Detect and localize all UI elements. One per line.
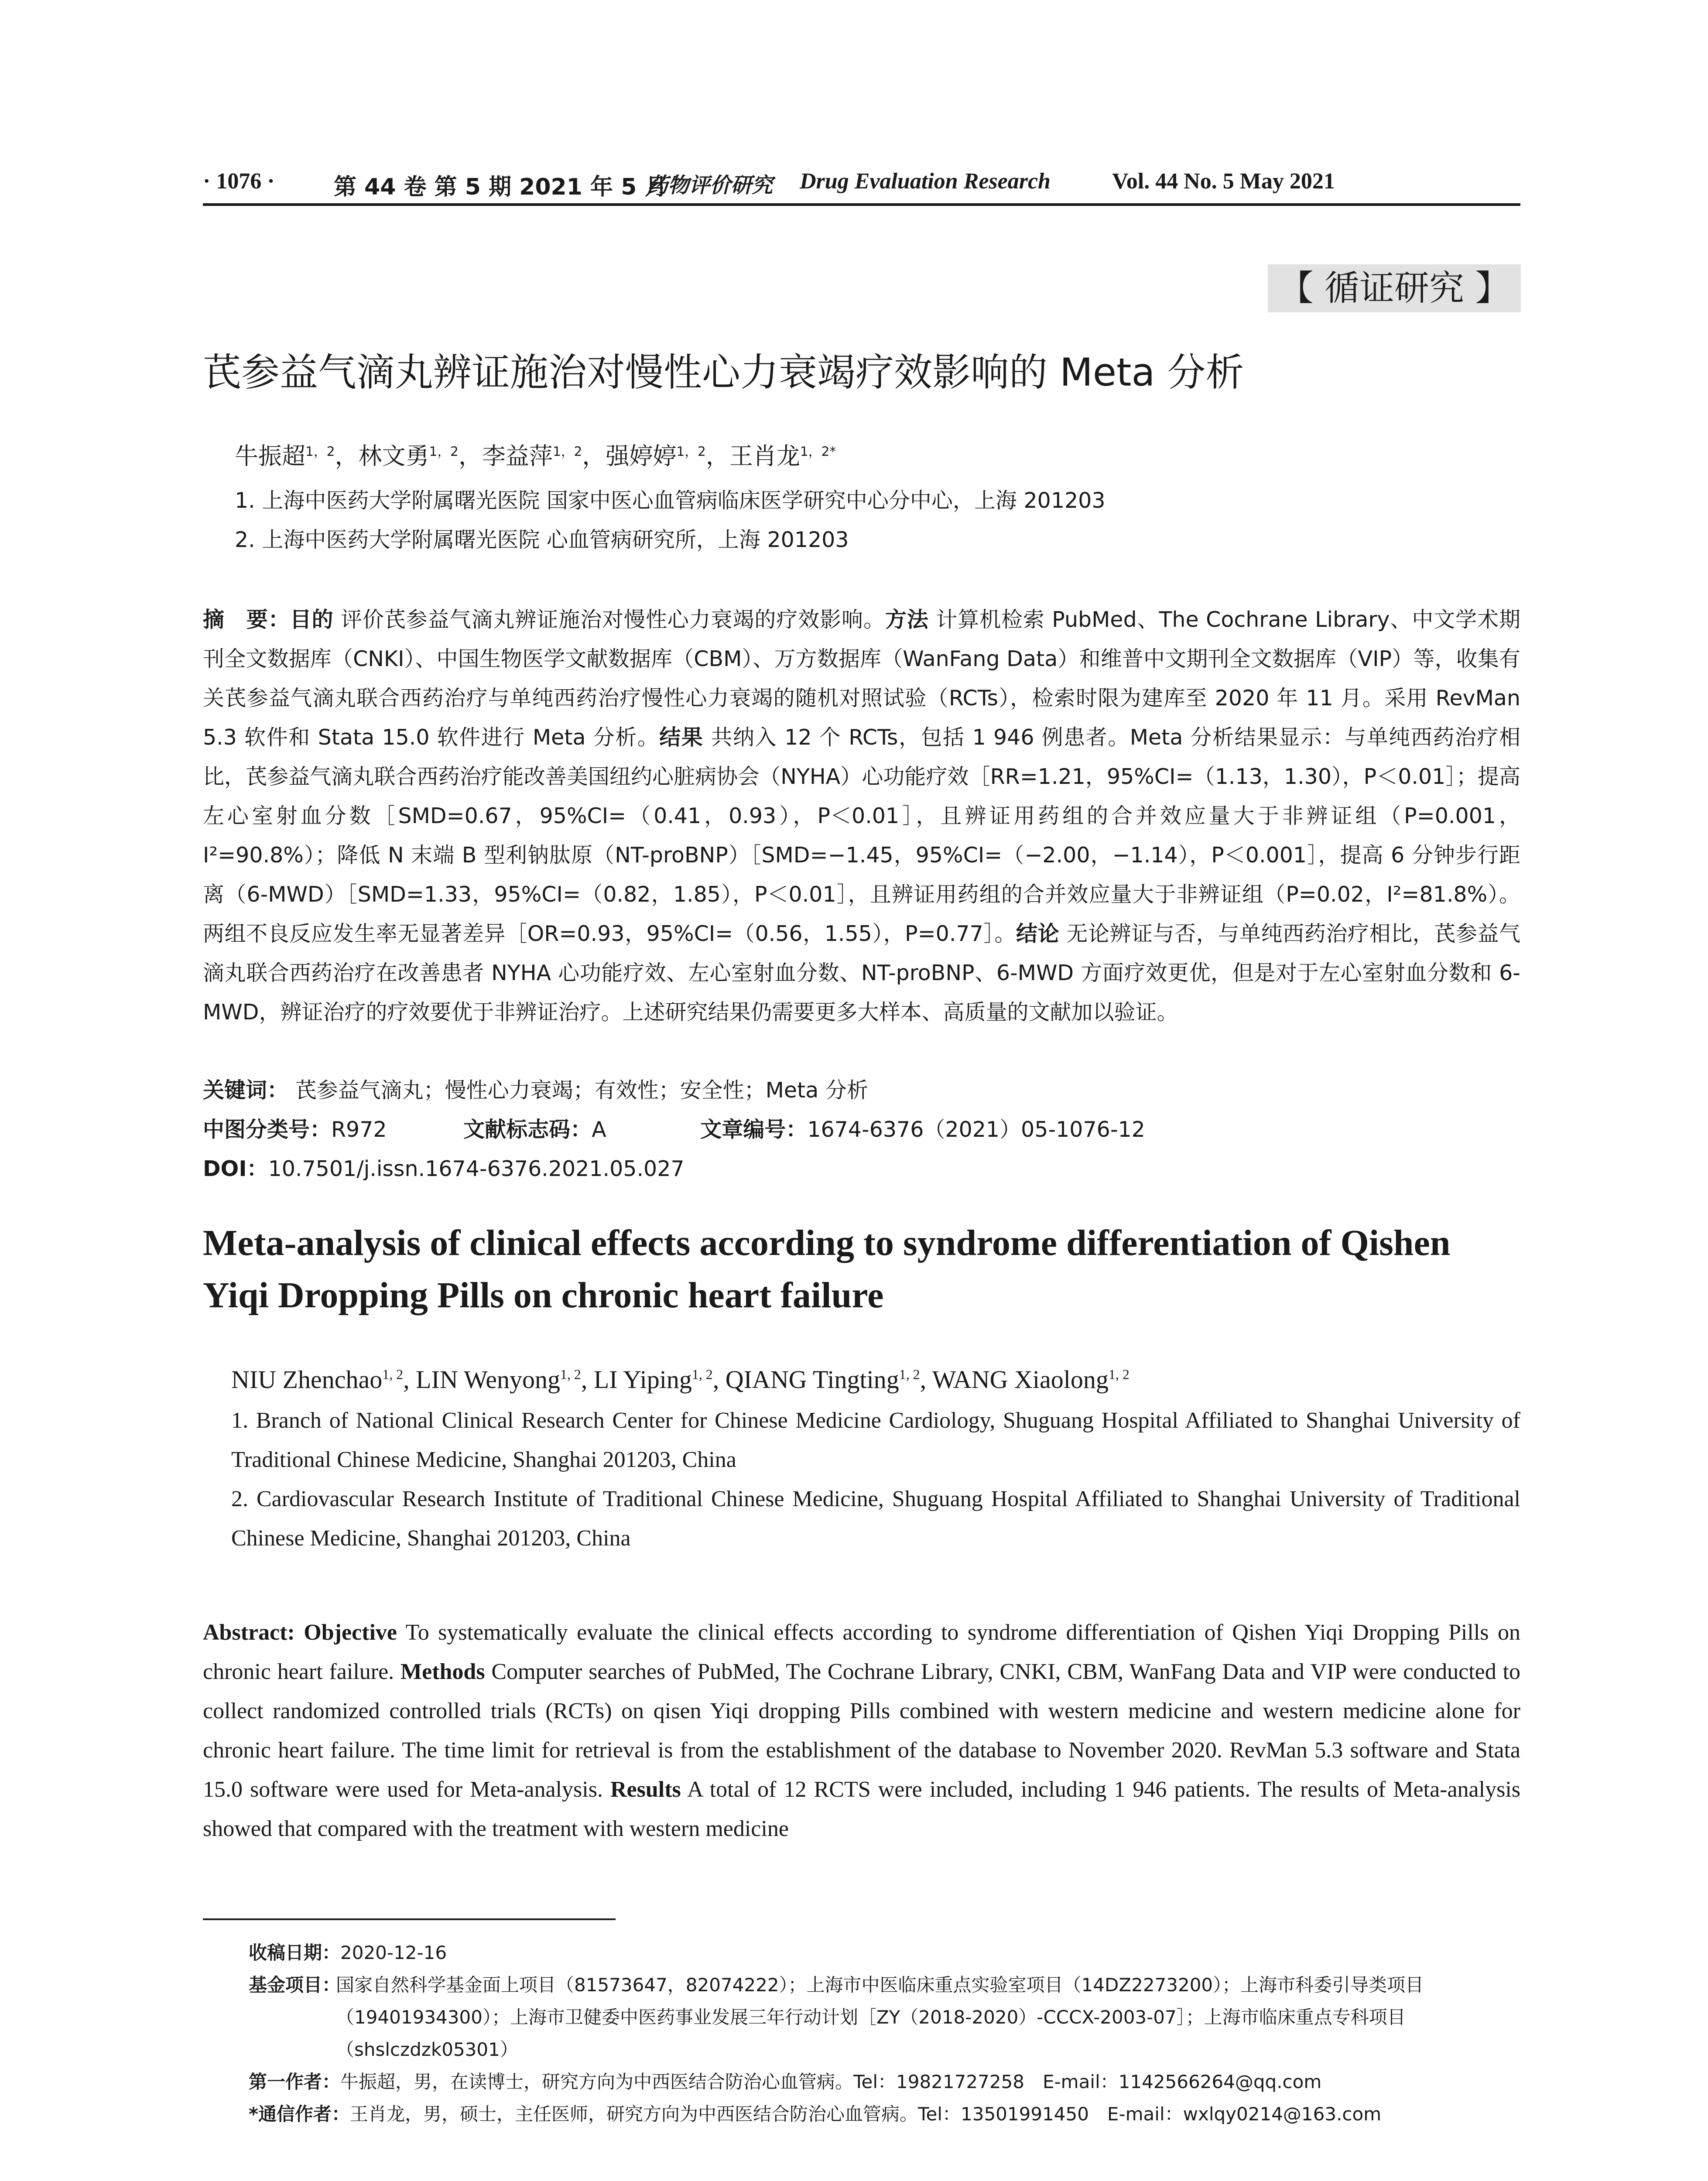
footnote-fund: 国家自然科学基金面上项目（81573647，82074222）；上海市中医临床重点实验室项目（14DZ2273200）；上海市科委引导类项目（19401934300）；上海市卫健委中医药事业发展三年行动计划［ZY（2018-2020）-CCCX-2003-07］；上海市临床重点专科项目（shslczdzk05301）	[336, 1974, 1424, 2060]
en-results-text: A total of 12 RCTS were included, including 1 946 patients. The results of Meta-analysis showed that compared with the treatment with western medicine	[203, 1777, 1521, 1841]
methods-text: 计算机检索 PubMed、The Cochrane Library、中文学术期刊全文数据库（CNKI）、中国生物医学文献数据库（CBM）、万方数据库（WanFang Data）和维普中文期刊全文数据库（VIP）等，收集有关芪参益气滴丸联合西药治疗与单纯西药治疗慢性心力衰竭的随机对照试验（RCTs），检索时限为建库至 2020 年 11 月。采用 RevMan 5.3 软件和 Stata 15.0 软件进行 Meta 分析。	[203, 607, 1520, 750]
separator: ，	[705, 442, 729, 470]
doi-label: DOI：	[203, 1156, 268, 1181]
fund-label: 基金项目：	[249, 1974, 341, 1996]
separator: ,	[581, 1365, 594, 1394]
separator: ，	[582, 442, 606, 470]
corresponding-label: *通信作者：	[249, 2103, 350, 2125]
first-author-label: 第一作者：	[249, 2071, 341, 2092]
en-author: NIU Zhenchao	[231, 1365, 383, 1394]
separator: ,	[920, 1365, 932, 1394]
clc-label: 中图分类号：	[203, 1117, 332, 1142]
cn-author: 牛振超	[235, 442, 305, 470]
conclusion-text: 无论辨证与否，与单纯西药治疗相比，芪参益气滴丸联合西药治疗在改善患者 NYHA 心功能疗效、左心室射血分数、NT-proBNP、6-MWD 方面疗效更优，但是对于左心室射血分数和 6-MWD，辨证治疗的疗效要优于非辨证治疗。上述研究结果仍需要更多大样本、高质量的文献加以验证。	[203, 921, 1520, 1025]
received-date: 2020-12-16	[340, 1942, 447, 1963]
en-author: LI Yiping	[593, 1365, 692, 1394]
separator: ，	[458, 442, 482, 470]
cn-title: 芪参益气滴丸辨证施治对慢性心力衰竭疗效影响的 Meta 分析	[203, 350, 1244, 395]
en-results-label: Results	[610, 1777, 681, 1802]
en-abstract	[203, 1613, 1520, 1849]
cn-author: 王肖龙	[729, 442, 800, 470]
page-number: · 1076 ·	[203, 169, 275, 194]
cn-authors	[235, 439, 836, 474]
affil-sup: 1, 2	[691, 1367, 713, 1382]
separator: ,	[403, 1365, 416, 1394]
cn-author: 林文勇	[358, 442, 429, 470]
received-label: 收稿日期：	[249, 1942, 341, 1963]
header-rule	[203, 203, 1520, 206]
en-title: Meta-analysis of clinical effects according to syndrome differentiation of Qishen Yiqi Dropping Pills on chronic heart failure	[203, 1223, 1451, 1316]
en-methods-label: Methods	[400, 1659, 485, 1684]
affil-sup: 1，2	[552, 444, 582, 459]
separator: ,	[712, 1365, 726, 1394]
doc-code-value: A	[592, 1117, 606, 1142]
first-author-info: 牛振超，男，在读博士，研究方向为中西医结合防治心血管病。Tel：19821727258 E-mail：1142566264@qq.com	[340, 2071, 1322, 2092]
issue-en: Vol. 44 No. 5 May 2021	[1112, 169, 1335, 194]
keywords: 芪参益气滴丸；慢性心力衰竭；有效性；安全性；Meta 分析	[295, 1078, 868, 1103]
keywords-label: 关键词：	[203, 1078, 289, 1103]
objective-text: 评价芪参益气滴丸辨证施治对慢性心力衰竭的疗效影响。	[341, 607, 885, 632]
footnote-rule	[203, 1918, 616, 1920]
clc-value: R972	[331, 1117, 387, 1142]
en-objective-text: To systematically evaluate the clinical effects according to syndrome differentiation of Qishen Yiqi Dropping Pills on chronic heart failure.	[203, 1620, 1520, 1684]
conclusion-label: 结论	[1016, 921, 1060, 946]
affil-sup: 1, 2	[382, 1367, 404, 1382]
article-no-value: 1674-6376（2021）05-1076-12	[807, 1117, 1145, 1142]
journal-logo-cn: 药物评价研究	[647, 174, 773, 197]
en-author: WANG Xiaolong	[932, 1365, 1109, 1394]
keywords-line	[203, 1071, 868, 1110]
cn-affiliation-2: 2. 上海中医药大学附属曙光医院 心血管病研究所，上海 201203	[235, 527, 849, 552]
results-label: 结果	[659, 725, 704, 750]
en-affiliation-1: 1. Branch of National Clinical Research Center for Chinese Medicine Cardiology, Shuguang Hospital Affiliated to Shanghai University of Traditional Chinese Medicine, Shanghai 201203, China	[231, 1408, 1520, 1472]
issue-cn: 第 44 卷 第 5 期 2021 年 5 月	[334, 174, 667, 200]
affil-sup: 1，2	[305, 444, 335, 459]
methods-label: 方法	[885, 607, 929, 632]
corresponding-info: 王肖龙，男，硕士，主任医师，研究方向为中西医结合防治心血管病。Tel：13501991450 E-mail：wxlqy0214@163.com	[349, 2103, 1382, 2125]
en-abstract-label: Abstract: Objective	[203, 1620, 397, 1645]
doi-line	[203, 1149, 685, 1189]
en-authors	[231, 1360, 1130, 1399]
section-tag: 【 循证研究 】	[1268, 264, 1521, 312]
running-header	[203, 168, 1520, 199]
affil-sup: 1，2*	[800, 444, 836, 459]
en-author: QIANG Tingting	[725, 1365, 899, 1394]
doc-code-label: 文献标志码：	[463, 1117, 592, 1142]
footnote-corresponding	[249, 2098, 1520, 2130]
affil-sup: 1, 2	[899, 1367, 920, 1382]
footnote-first-author	[249, 2066, 1520, 2098]
affil-sup: 1, 2	[560, 1367, 581, 1382]
doi-value: 10.7501/j.issn.1674-6376.2021.05.027	[268, 1156, 685, 1181]
footnote-received	[249, 1937, 1520, 1969]
en-affiliation-2: 2. Cardiovascular Research Institute of Traditional Chinese Medicine, Shuguang Hospital Affiliated to Shanghai University of Traditional Chinese Medicine, Shanghai 201203, China	[231, 1487, 1520, 1551]
cn-abstract	[203, 600, 1520, 1032]
en-methods-text: Computer searches of PubMed, The Cochrane Library, CNKI, CBM, WanFang Data and VIP were conducted to collect randomized controlled trials (RCTs) on qisen Yiqi dropping Pills combined with western medicine and western medicine alone for chronic heart failure. The time limit for retrieval is from the establishment of the database to November 2020. RevMan 5.3 software and Stata 15.0 software were used for Meta-analysis.	[203, 1659, 1521, 1802]
classification-line	[203, 1110, 1145, 1149]
results-text: 共纳入 12 个 RCTs，包括 1 946 例患者。Meta 分析结果显示：与单纯西药治疗相比，芪参益气滴丸联合西药治疗能改善美国纽约心脏病协会（NYHA）心功能疗效［RR=1.21，95%CI=（1.13，1.30），P＜0.01］；提高左心室射血分数［SMD=0.67，95%CI=（0.41，0.93），P＜0.01］，且辨证用药组的合并效应量大于非辨证组（P=0.001，I²=90.8%）；降低 N 末端 B 型利钠肽原（NT-proBNP）［SMD=−1.45，95%CI=（−2.00，−1.14），P＜0.001］，提高 6 分钟步行距离（6-MWD）［SMD=1.33，95%CI=（0.82，1.85），P＜0.01］，且辨证用药组的合并效应量大于非辨证组（P=0.02，I²=81.8%）。两组不良反应发生率无显著差异［OR=0.93，95%CI=（0.56，1.55），P=0.77］。	[203, 725, 1520, 946]
affil-sup: 1, 2	[1108, 1367, 1130, 1382]
journal-name-en: Drug Evaluation Research	[800, 169, 1051, 194]
affil-sup: 1，2	[429, 444, 459, 459]
cn-author: 强婷婷	[606, 442, 677, 470]
cn-affiliation-1: 1. 上海中医药大学附属曙光医院 国家中医心血管病临床医学研究中心分中心，上海 201203	[235, 488, 1106, 513]
affil-sup: 1，2	[676, 444, 706, 459]
separator: ，	[335, 442, 359, 470]
objective-label: 目的	[290, 607, 334, 632]
en-author: LIN Wenyong	[416, 1365, 561, 1394]
abstract-label: 摘 要：	[203, 607, 290, 632]
cn-author: 李益萍	[482, 442, 553, 470]
article-no-label: 文章编号：	[700, 1117, 808, 1142]
